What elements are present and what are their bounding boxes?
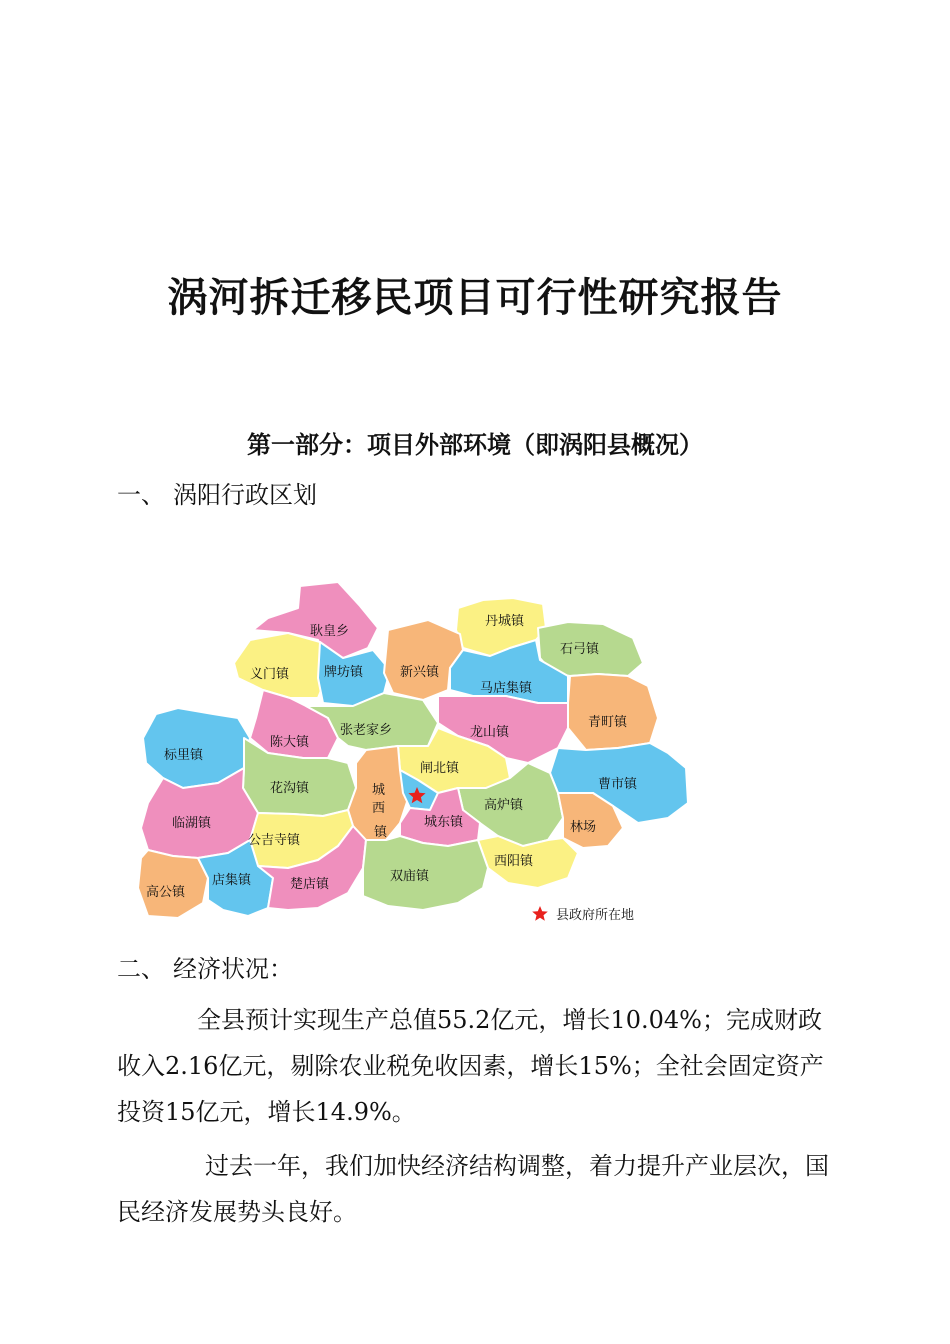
town-label: 闸北镇 [420, 761, 460, 776]
legend-star-icon [532, 906, 548, 921]
section-text: 经济状况： [173, 955, 293, 983]
region-yimen [234, 633, 326, 698]
town-label: 陈大镇 [270, 735, 310, 750]
town-label: 高炉镇 [484, 798, 524, 813]
section-number: 二、 [117, 955, 165, 983]
town-label: 林场 [570, 820, 597, 835]
town-label: 双庙镇 [390, 869, 430, 884]
town-label: 店集镇 [212, 873, 252, 888]
part-title: 第一部分：项目外部环境（即涡阳县概况） [247, 430, 703, 459]
paragraph-text: 过去一年，我们加快经济结构调整，着力提升产业层次，国民经济发展势头良好。 [117, 1152, 829, 1226]
district-map-svg [138, 578, 698, 928]
town-label: 张老家乡 [340, 723, 393, 738]
town-label: 西 [372, 801, 386, 816]
town-label: 牌坊镇 [324, 665, 364, 680]
town-label: 石弓镇 [560, 642, 600, 657]
town-label: 城东镇 [424, 815, 464, 830]
section-text: 涡阳行政区划 [173, 481, 317, 509]
town-label: 青町镇 [588, 715, 628, 730]
town-label: 楚店镇 [290, 877, 330, 892]
section-heading-2 [117, 952, 293, 986]
town-label: 新兴镇 [400, 665, 440, 680]
town-label: 龙山镇 [470, 725, 510, 740]
section-number: 一、 [117, 481, 165, 509]
town-label: 城 [372, 783, 386, 798]
region-gaogong [138, 850, 208, 918]
legend-label: 县政府所在地 [556, 908, 635, 923]
town-label: 标里镇 [164, 748, 204, 763]
town-label: 耿皇乡 [310, 624, 350, 639]
document-title: 涡河拆迁移民项目可行性研究报告 [167, 274, 783, 321]
town-label: 丹城镇 [485, 614, 525, 629]
town-label: 西阳镇 [494, 854, 534, 869]
paragraph-economy-figures [117, 997, 837, 1135]
paragraph-economy-summary [117, 1143, 837, 1235]
town-label: 义门镇 [250, 667, 290, 682]
town-label: 临湖镇 [172, 816, 212, 831]
town-label: 花沟镇 [270, 781, 310, 796]
district-map [138, 578, 698, 928]
town-label: 高公镇 [146, 885, 186, 900]
town-label: 镇 [374, 825, 388, 840]
region-qingting [568, 674, 658, 750]
section-heading-1 [117, 478, 317, 512]
town-label: 曹市镇 [598, 777, 638, 792]
town-label: 公吉寺镇 [248, 833, 301, 848]
paragraph-text: 全县预计实现生产总值55.2亿元，增长10.04%；完成财政收入2.16亿元，剔除农业税免收因素，增长15%；全社会固定资产投资15亿元，增长14.9%。 [117, 1006, 824, 1126]
town-label: 马店集镇 [480, 681, 533, 696]
